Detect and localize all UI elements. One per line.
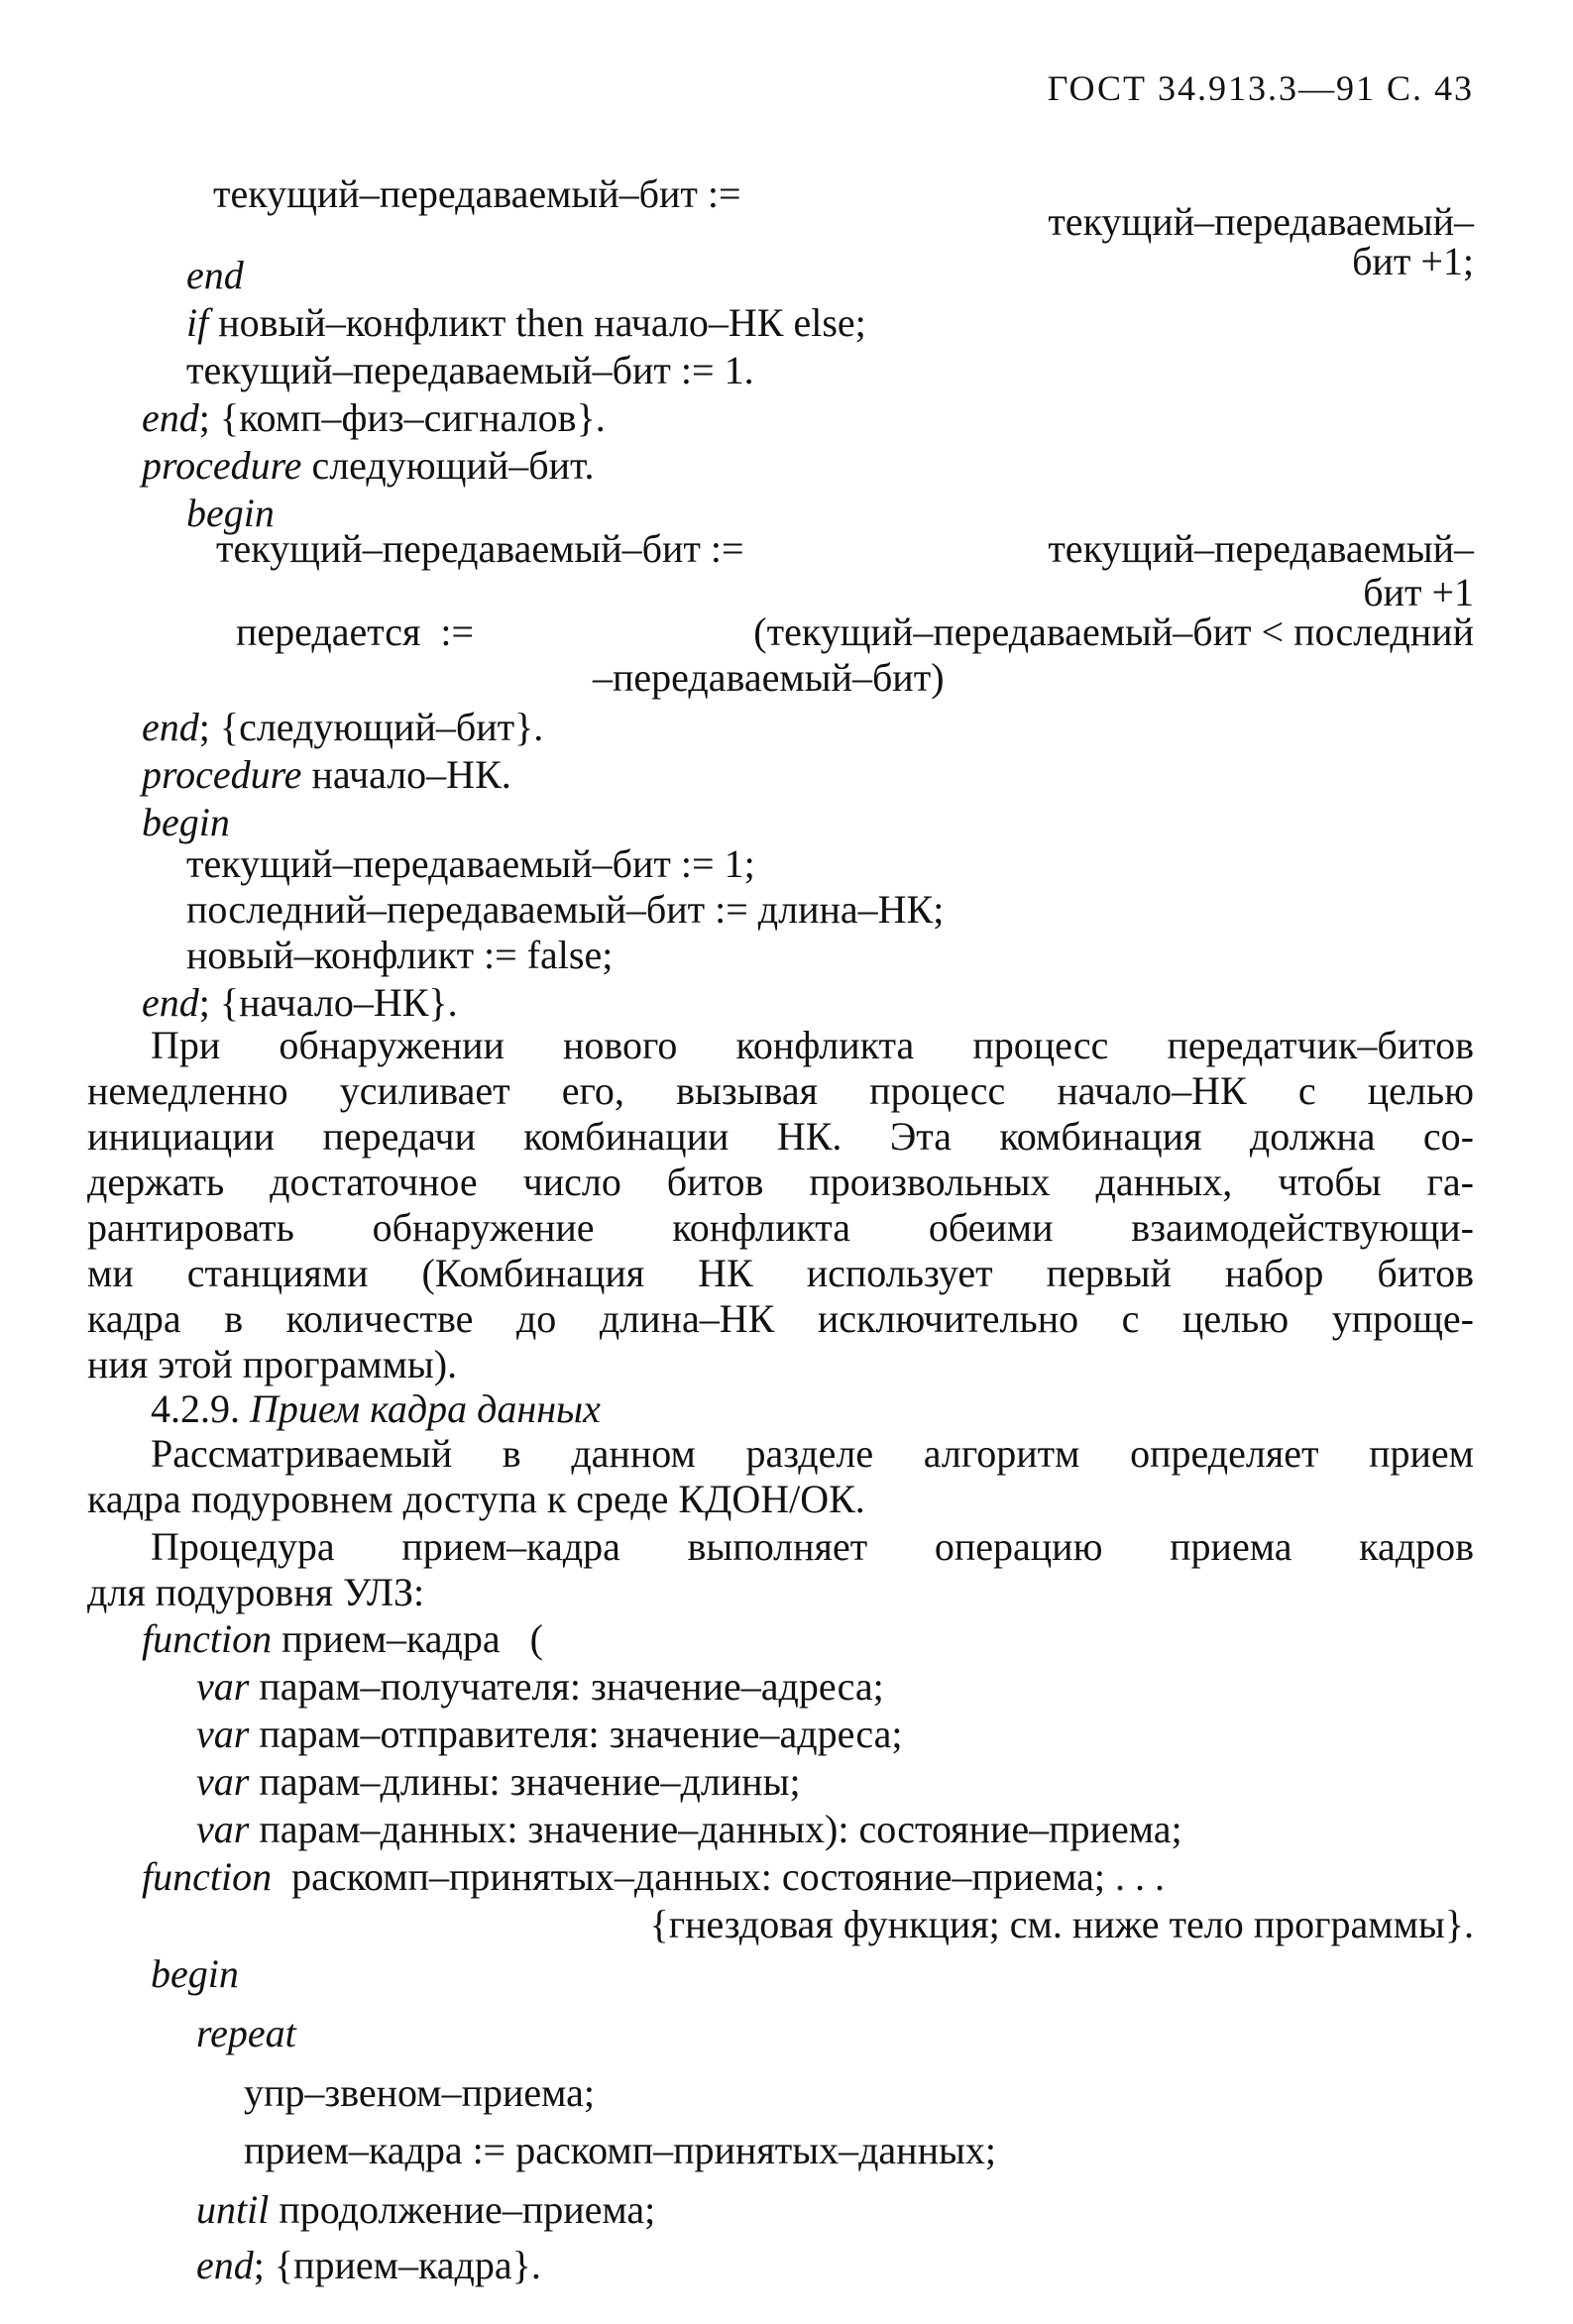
code-text: раскомп–принятых–данных: состояние–приема; . . . <box>272 1854 1165 1899</box>
code-line: (текущий–передаваемый–бит < последний <box>753 609 1474 654</box>
code-line <box>196 1711 902 1758</box>
paragraph-line: Процедура прием–кадра выполняет операцию приема кадров <box>151 1524 1474 1569</box>
code-line: бит +1 <box>1363 570 1474 614</box>
section-title: Прием кадра данных <box>250 1386 601 1431</box>
keyword: function <box>142 1854 273 1899</box>
keyword: repeat <box>196 2011 296 2055</box>
code-text: парам–отправителя: значение–адреса; <box>249 1712 903 1756</box>
code-text: прием–кадра ( <box>272 1616 543 1661</box>
code-line: упр–звеном–приема; <box>244 2070 596 2115</box>
code-text: ; {начало–НК}. <box>198 980 458 1025</box>
code-text: начало–НК. <box>301 752 511 797</box>
section-heading <box>151 1385 601 1433</box>
keyword: var <box>196 1759 250 1804</box>
paragraph-line: кадра подуровнем доступа к среде КДОН/ОК. <box>87 1477 865 1521</box>
code-line: текущий–передаваемый–бит := <box>216 526 744 571</box>
code-line <box>142 1853 1165 1901</box>
paragraph-line: рантировать обнаружение конфликта обеими взаимодействующи- <box>87 1205 1474 1250</box>
paragraph-line: Рассматриваемый в данном разделе алгоритм определяет прием <box>151 1431 1474 1476</box>
keyword: end <box>142 705 199 749</box>
paragraph-line: кадра в количестве до длина–НК исключительно с целью упроще- <box>87 1296 1474 1341</box>
keyword: end <box>196 2243 254 2287</box>
code-comment: {гнездовая функция; см. ниже тело программы}. <box>649 1902 1474 1946</box>
paragraph-line: для подуровня УЛЗ: <box>87 1570 425 1614</box>
paragraph-line: держать достаточное число битов произвольных данных, чтобы га- <box>87 1160 1474 1204</box>
paragraph-line: инициации передачи комбинации НК. Эта комбинация должна со- <box>87 1114 1474 1159</box>
keyword: procedure <box>142 443 302 488</box>
code-line <box>142 394 606 442</box>
keyword: procedure <box>142 752 302 797</box>
code-line: последний–передаваемый–бит := длина–НК; <box>186 887 945 932</box>
code-line: прием–кадра := раскомп–принятых–данных; <box>244 2128 996 2172</box>
code-text: следующий–бит. <box>301 443 595 488</box>
code-text: новый–конфликт then начало–НК else; <box>208 300 866 345</box>
keyword: end <box>142 395 199 440</box>
code-text: ; {комп–физ–сигналов}. <box>198 395 606 440</box>
section-number: 4.2.9. <box>151 1386 250 1431</box>
code-line <box>142 1615 543 1663</box>
code-line <box>142 979 458 1027</box>
code-text: парам–данных: значение–данных): состояние–приема; <box>249 1807 1182 1851</box>
code-line <box>142 704 543 751</box>
code-text: парам–получателя: значение–адреса; <box>249 1664 884 1709</box>
code-line <box>142 751 511 799</box>
keyword: end <box>186 253 244 297</box>
keyword: function <box>142 1616 273 1661</box>
keyword: var <box>196 1807 250 1851</box>
code-line <box>142 442 594 490</box>
keyword: begin <box>142 800 230 844</box>
paragraph-line: ми станциями (Комбинация НК использует первый набор битов <box>87 1251 1474 1295</box>
code-line: текущий–передаваемый–бит := 1. <box>186 348 754 392</box>
code-text: ; {прием–кадра}. <box>253 2243 541 2287</box>
code-text: парам–длины: значение–длины; <box>249 1759 801 1804</box>
keyword: end <box>142 980 199 1025</box>
page-header: ГОСТ 34.913.3—91 С. 43 <box>1047 68 1474 108</box>
keyword: begin <box>186 491 275 535</box>
keyword: var <box>196 1712 250 1756</box>
keyword: begin <box>151 1951 239 1996</box>
code-line: передается := <box>236 609 475 654</box>
code-line <box>196 1806 1182 1853</box>
code-line <box>196 2242 541 2289</box>
code-line: бит +1; <box>1352 239 1474 283</box>
paragraph-line: ния этой программы). <box>87 1342 458 1386</box>
code-line: текущий–передаваемый–бит := 1; <box>186 841 755 886</box>
keyword: until <box>196 2187 270 2232</box>
keyword: if <box>186 300 209 345</box>
paragraph-line: немедленно усиливает его, вызывая процесс начало–НК с целью <box>87 1068 1474 1113</box>
keyword: var <box>196 1664 250 1709</box>
code-text: ; {следующий–бит}. <box>198 705 544 749</box>
code-line: новый–конфликт := false; <box>186 933 614 977</box>
code-line: текущий–передаваемый– <box>1048 526 1474 571</box>
code-line <box>186 299 866 347</box>
code-text: продолжение–приема; <box>269 2187 656 2232</box>
code-line: текущий–передаваемый– <box>1048 199 1474 244</box>
code-line <box>196 1758 801 1806</box>
code-line <box>196 2186 655 2234</box>
code-line: текущий–передаваемый–бит := <box>213 171 741 216</box>
code-line <box>196 1663 884 1711</box>
code-line: –передаваемый–бит) <box>593 655 945 700</box>
paragraph-line: При обнаружении нового конфликта процесс передатчик–битов <box>151 1023 1474 1067</box>
